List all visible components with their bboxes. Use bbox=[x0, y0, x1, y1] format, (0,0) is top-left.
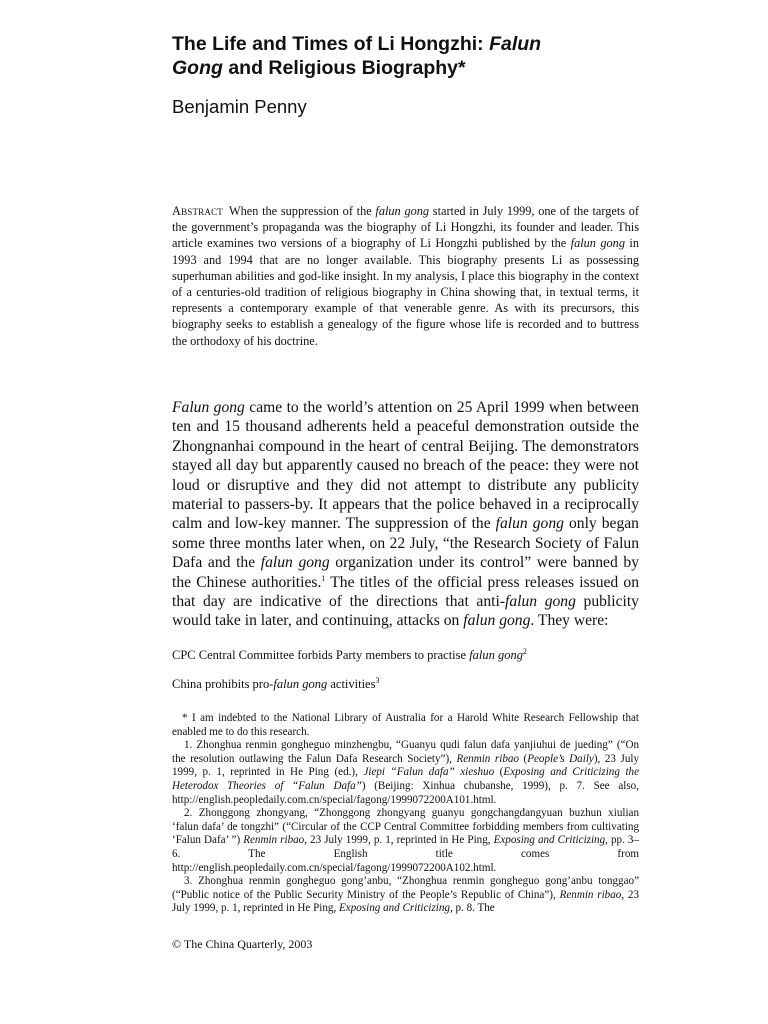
body-italic: falun gong bbox=[505, 593, 576, 611]
footnote-italic: Exposing and Criticizing the Heterodox Theories of “Falun Dafa” bbox=[172, 766, 640, 792]
body-italic: falun gong bbox=[463, 612, 531, 630]
body-text: The titles of the official press releases issued on that day are indicative of the directions that anti- bbox=[172, 573, 640, 611]
author-name: Benjamin Penny bbox=[172, 96, 307, 117]
body-italic: Falun gong bbox=[172, 399, 245, 416]
footnote-2 bbox=[172, 807, 639, 875]
abstract bbox=[172, 203, 639, 349]
body-text: publicity would take in later, and continuing, attacks on bbox=[172, 593, 639, 630]
title-text: and Religious Biography* bbox=[222, 57, 466, 79]
abstract-text: started in July 1999, one of the targets of the government’s propaganda was the biography of Li Hongzhi, its founder and leader. This article examines two versions of a biography of Li Hongzhi published by the bbox=[172, 204, 640, 251]
quote-italic: falun gong bbox=[469, 648, 524, 662]
footnote-text: ( bbox=[518, 752, 528, 765]
footnote-italic: Exposing and Criticizing bbox=[339, 902, 450, 915]
quote-text: China prohibits pro- bbox=[172, 677, 274, 691]
footnote-text: 1. Zhonghua renmin gongheguo minzhengbu, “Guanyu qudi falun dafa yanjiuhui de jueding” (“On the resolution outlawing the Falun Dafa Research Society”), bbox=[172, 739, 639, 765]
abstract-text: in 1993 and 1994 that are no longer available. This biography presents Li as possessing superhuman abilities and god-like insight. In my analysis, I place this biography in the context of a centuries-old tradition of religious biography in China showing that, in textual terms, it represents a contemporary example of that venerable genre. As with its precursors, this biography seeks to establish a genealogy of the figure whose life is recorded and to buttress the orthodoxy of his doctrine. bbox=[172, 236, 639, 348]
title-text-italic: Falun bbox=[489, 33, 542, 55]
copyright-notice: © The China Quarterly, 2003 bbox=[172, 937, 313, 951]
abstract-italic: falun gong bbox=[375, 204, 430, 218]
title-text-italic: Gong bbox=[172, 57, 223, 79]
body-text: came to the world’s attention on 25 April 1999 when between ten and 15 thousand adherents held a peaceful demonstration outside the Zhongnanhai compound in the heart of central Beijing. The demonstrators stayed all day but apparently caused no breach of the peace: they were not loud or disruptive and they did not attempt to distribute any publicity material to passers-by. It appears that the police behaved in a reciprocally calm and low-key manner. The suppression of the bbox=[172, 399, 639, 533]
footnote-ref: 1 bbox=[321, 573, 326, 583]
body-text: organization under its control” were banned by the Chinese authorities. bbox=[172, 554, 639, 591]
footnote-text: 2. Zhonggong zhongyang, “Zhonggong zhongyang guanyu gongchangdangyuan buzhun xiulian ‘falun dafa’ de tongzhi” (“Circular of the CCP Central Committee forbidding members from cultivating ‘Falun Dafa’ ”) bbox=[172, 807, 639, 847]
footnote-italic: People’s Daily bbox=[527, 752, 594, 765]
footnote-text: , 23 July 1999, p. 1, reprinted in He Ping, bbox=[304, 834, 494, 847]
title-text: The Life and Times of Li Hongzhi: bbox=[172, 33, 490, 55]
footnote-text: ) (Beijing: Xinhua chubanshe, 1999), p. 7. See also, http://english.peopledaily.com.cn/special/fagong/1999072200A101.html. bbox=[172, 779, 639, 806]
body-text: . They were: bbox=[530, 612, 609, 630]
footnote-text: , 23 July 1999, p. 1, reprinted in He Ping, bbox=[172, 888, 640, 915]
footnote-1 bbox=[172, 739, 639, 807]
footnote-italic: Jiepi “Falun dafa” xieshuo bbox=[363, 766, 495, 779]
abstract-text: When the suppression of the bbox=[229, 204, 376, 218]
abstract-label: Abstract bbox=[172, 204, 223, 218]
footnote-italic: Renmin ribao bbox=[559, 888, 622, 901]
body-text: only began some three months later when, on 22 July, “the Research Society of Falun Dafa and the bbox=[172, 515, 639, 572]
quote-text: CPC Central Committee forbids Party members to practise bbox=[172, 648, 470, 662]
footnote-text: , pp. 3–6. The English title comes from http://english.peopledaily.com.cn/special/fagong/1999072200A102.html. bbox=[172, 834, 640, 874]
footnote-text: , p. 8. The bbox=[449, 902, 495, 915]
footnote-text: ), 23 July 1999, p. 1, reprinted in He Ping (ed.), bbox=[172, 752, 640, 779]
footnote-ref: 2 bbox=[523, 646, 528, 656]
body-italic: falun gong bbox=[260, 554, 330, 572]
footnote-acknowledgement: * I am indebted to the National Library of Australia for a Harold White Research Fellowship that enabled me to do this research. bbox=[172, 712, 639, 738]
footnote-italic: Exposing and Criticizing bbox=[493, 834, 606, 847]
footnote-3 bbox=[172, 875, 639, 916]
body-italic: falun gong bbox=[495, 515, 564, 533]
quote-text: activities bbox=[327, 677, 376, 691]
block-quote bbox=[172, 647, 639, 663]
article-title bbox=[172, 32, 639, 80]
footnotes bbox=[172, 712, 639, 916]
footnote-italic: Renmin ribao bbox=[456, 752, 519, 765]
footnote-ref: 3 bbox=[375, 675, 380, 685]
footnote-text: 3. Zhonghua renmin gongheguo gong’anbu, “Zhonghua renmin gongheguo gong’anbu tonggao” (“Public notice of the Public Security Ministry of the People’s Republic of China”), bbox=[172, 875, 639, 901]
quote-italic: falun gong bbox=[273, 677, 328, 691]
footnote-italic: Renmin ribao bbox=[243, 834, 305, 847]
abstract-italic: falun gong bbox=[570, 236, 625, 251]
footnote-text: ( bbox=[494, 766, 504, 779]
body-paragraph bbox=[172, 398, 639, 631]
block-quote bbox=[172, 676, 639, 692]
